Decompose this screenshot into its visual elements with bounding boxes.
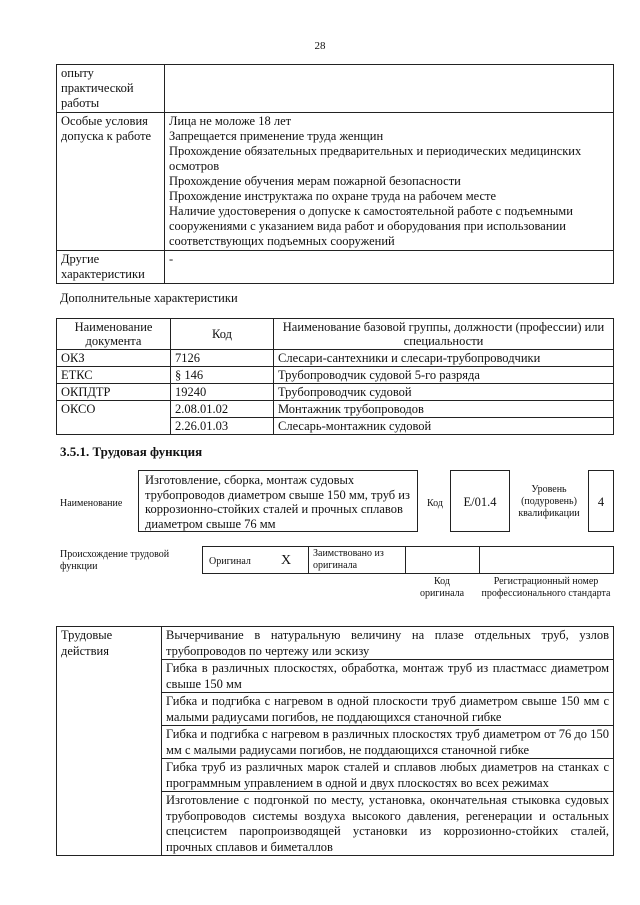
divider [405,547,406,573]
row-value [165,65,614,113]
code-original-label: Код оригинала [419,576,465,599]
origin-row [202,546,614,574]
table-header-row [57,319,614,350]
table-row [57,367,614,384]
function-name: Изготовление, сборка, монтаж судовых трубопроводов диаметром свыше 150 мм, труб из коррозионно-стойких сталей и прочных сплавов диаметром свыше 76 мм [145,473,410,531]
actions-label: Трудовые действия [57,627,162,856]
list-item: Прохождение инструктажа по охране труда на рабочем месте [169,189,497,203]
action-item: Гибка труб из различных марок сталей и сплавов любых диаметров на станках с программным управлением в одной и двух плоскостях во всех режимах [162,759,614,792]
table-row [57,627,614,660]
action-item: Изготовление с подгонкой по месту, установка, окончательная стыковка судовых трубопроводов системы воздуха высокого давления, регенерации и остальных спецсистем паропроизводящей установки из коррозионно-стойких сталей, прочных сплавов и биметаллов [162,792,614,856]
code-label: Код [427,498,443,509]
table-cell: § 146 [171,367,274,384]
origin-label: Происхождение трудовой функции [60,549,170,572]
table-cell: Слесари-сантехники и слесари-трубопроводчики [274,350,614,367]
function-heading: 3.5.1. Трудовая функция [60,444,203,459]
labor-actions-table [56,626,614,856]
table-row [57,350,614,367]
list-item: Прохождение обязательных предварительных и периодических медицинских осмотров [169,144,582,173]
column-header: Наименование документа [57,319,171,350]
table-cell: 19240 [171,384,274,401]
table-cell: 2.08.01.02 [171,401,274,418]
name-label: Наименование [60,498,123,509]
additional-characteristics-table [56,318,614,435]
table-cell: ОКСО [57,401,171,418]
page-number: 28 [314,40,326,52]
table-row [57,401,614,418]
table-cell: Трубопроводчик судовой 5-го разряда [274,367,614,384]
list-item: Запрещается применение труда женщин [169,129,384,143]
action-item: Гибка в различных плоскостях, обработка, монтаж труб из пластмасс диаметром свыше 150 мм [162,660,614,693]
top-characteristics-table [56,64,614,284]
table-cell: Слесарь-монтажник судовой [274,418,614,435]
row-label: Другие характеристики [57,251,165,284]
function-code-box [450,470,510,532]
column-header: Код [171,319,274,350]
row-value [165,113,614,251]
divider [308,547,309,573]
table-cell [57,418,171,435]
table-row [57,65,614,113]
action-item: Гибка и подгибка с нагревом в одной плоскости труб диаметром свыше 150 мм с малыми радиусами погибов, не поддающихся станочной гибке [162,693,614,726]
list-item: Наличие удостоверения о допуске к самостоятельной работе с подъемными сооружениями с указанием вида работ и оборудования при использовании соответствующих подъемных сооружений [169,204,573,248]
row-label: Особые условия допуска к работе [57,113,165,251]
function-level: 4 [597,495,605,509]
row-label: опыту практической работы [57,65,165,113]
divider [479,547,480,573]
level-label: Уровень (подуровень) квалификации [518,484,580,519]
table-row [57,384,614,401]
list-item: Лица не моложе 18 лет [169,114,292,128]
table-cell: ЕТКС [57,367,171,384]
row-value: - [165,251,614,284]
function-name-box [138,470,418,532]
borrowed-label: Заимствовано из оригинала [313,548,384,571]
table-cell: 2.26.01.03 [171,418,274,435]
action-item: Вычерчивание в натуральную величину на плазе отдельных труб, узлов трубопроводов по чертежу или эскизу [162,627,614,660]
function-code: E/01.4 [463,495,497,509]
table-cell: Монтажник трубопроводов [274,401,614,418]
table-row [57,251,614,284]
original-mark: X [281,553,292,568]
action-item: Гибка и подгибка с нагревом в различных плоскостях труб диаметром от 76 до 150 мм с малыми радиусами погибов, не поддающихся станочной гибке [162,726,614,759]
table-cell: 7126 [171,350,274,367]
table-row [57,418,614,435]
column-header: Наименование базовой группы, должности (профессии) или специальности [274,319,614,350]
table-cell: ОКПДТР [57,384,171,401]
table-cell: Трубопроводчик судовой [274,384,614,401]
table-row [57,113,614,251]
list-item: Прохождение обучения мерам пожарной безопасности [169,174,461,188]
function-level-box [588,470,614,532]
section-title: Дополнительные характеристики [60,291,238,305]
original-label: Оригинал [209,556,251,567]
reg-number-label: Регистрационный номер профессионального стандарта [481,576,611,599]
table-cell: ОКЗ [57,350,171,367]
